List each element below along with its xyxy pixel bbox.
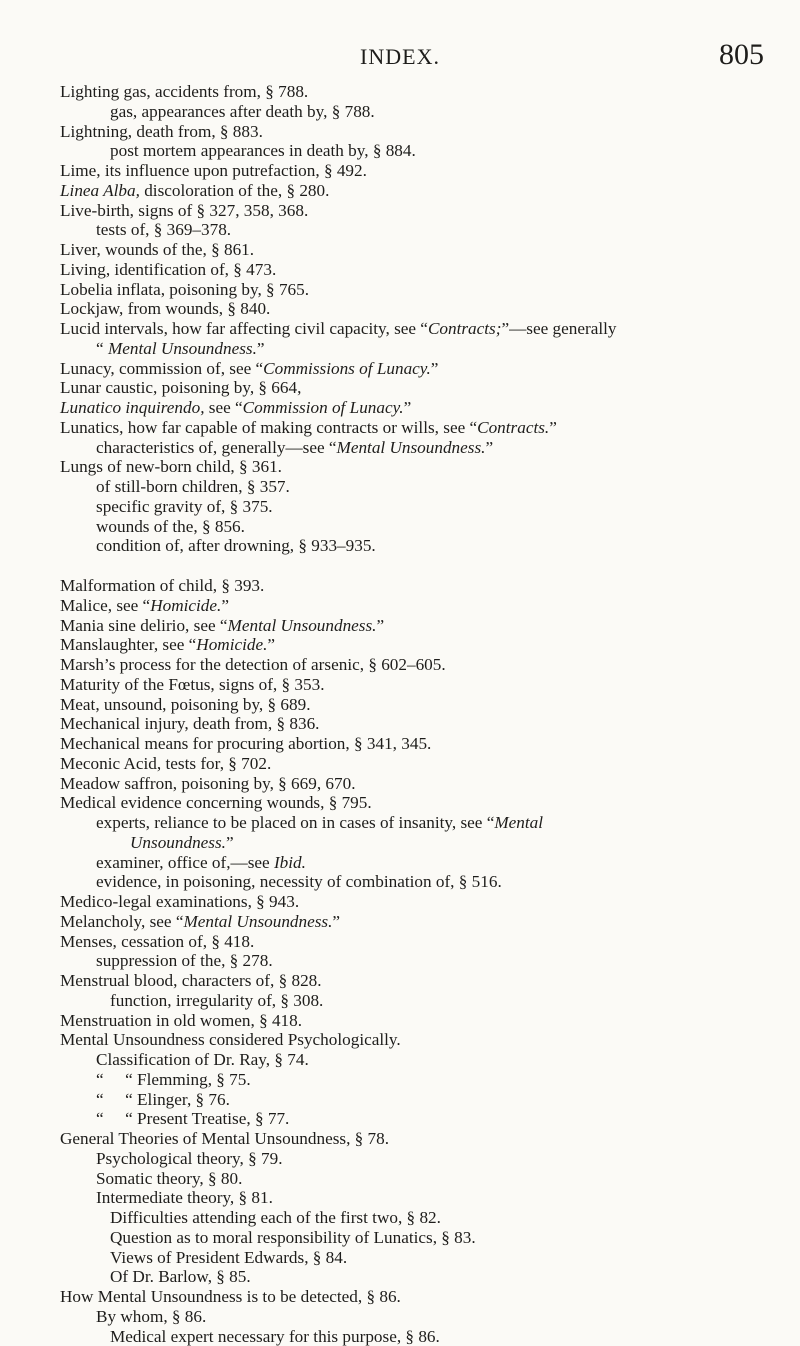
index-subentry: post mortem appearances in death by, § 884. — [60, 141, 760, 161]
index-subentry: “ “ Present Treatise, § 77. — [60, 1109, 760, 1129]
index-subentry: Views of President Edwards, § 84. — [60, 1248, 760, 1268]
index-subentry: Difficulties attending each of the first two, § 82. — [60, 1208, 760, 1228]
index-entry: Lime, its influence upon putrefaction, § 492. — [60, 161, 760, 181]
index-subentry: “ “ Elinger, § 76. — [60, 1090, 760, 1110]
index-subentry: Psychological theory, § 79. — [60, 1149, 760, 1169]
index-entry: Maturity of the Fœtus, signs of, § 353. — [60, 675, 760, 695]
index-entry: Meadow saffron, poisoning by, § 669, 670. — [60, 774, 760, 794]
index-subentry: By whom, § 86. — [60, 1307, 760, 1327]
index-subentry: Of Dr. Barlow, § 85. — [60, 1267, 760, 1287]
index-subentry: tests of, § 369–378. — [60, 220, 760, 240]
index-subentry: Intermediate theory, § 81. — [60, 1188, 760, 1208]
page-title: INDEX. — [0, 44, 800, 70]
index-subentry: function, irregularity of, § 308. — [60, 991, 760, 1011]
index-entry: Live-birth, signs of § 327, 358, 368. — [60, 201, 760, 221]
index-subentry: examiner, office of,—see Ibid. — [60, 853, 760, 873]
page-number: 805 — [719, 38, 764, 72]
index-subentry: Somatic theory, § 80. — [60, 1169, 760, 1189]
index-entry: Lightning, death from, § 883. — [60, 122, 760, 142]
index-subentry: Classification of Dr. Ray, § 74. — [60, 1050, 760, 1070]
index-entry: Lunatics, how far capable of making contracts or wills, see “Contracts.” — [60, 418, 760, 438]
index-entry: Lighting gas, accidents from, § 788. — [60, 82, 760, 102]
index-subentry: Unsoundness.” — [60, 833, 760, 853]
index-entry: Mania sine delirio, see “Mental Unsoundness.” — [60, 616, 760, 636]
index-entry: Lockjaw, from wounds, § 840. — [60, 299, 760, 319]
index-subentry: Question as to moral responsibility of Lunatics, § 83. — [60, 1228, 760, 1248]
index-entry: Marsh’s process for the detection of arsenic, § 602–605. — [60, 655, 760, 675]
index-entry: Lucid intervals, how far affecting civil capacity, see “Contracts;”—see generally — [60, 319, 760, 339]
index-entry: General Theories of Mental Unsoundness, § 78. — [60, 1129, 760, 1149]
index-entry: Menstruation in old women, § 418. — [60, 1011, 760, 1031]
index-entry: Malice, see “Homicide.” — [60, 596, 760, 616]
index-entry: Mental Unsoundness considered Psychologically. — [60, 1030, 760, 1050]
index-subentry: specific gravity of, § 375. — [60, 497, 760, 517]
index-entry: Lunacy, commission of, see “Commissions of Lunacy.” — [60, 359, 760, 379]
index-entry: Meat, unsound, poisoning by, § 689. — [60, 695, 760, 715]
index-entry: Lobelia inflata, poisoning by, § 765. — [60, 280, 760, 300]
index-entry: Living, identification of, § 473. — [60, 260, 760, 280]
index-subentry: of still-born children, § 357. — [60, 477, 760, 497]
index-subentry: condition of, after drowning, § 933–935. — [60, 536, 760, 556]
index-entries — [60, 82, 760, 1346]
index-entry: Menses, cessation of, § 418. — [60, 932, 760, 952]
index-entry: How Mental Unsoundness is to be detected, § 86. — [60, 1287, 760, 1307]
index-subentry: Medical expert necessary for this purpose, § 86. — [60, 1327, 760, 1346]
index-entry: Menstrual blood, characters of, § 828. — [60, 971, 760, 991]
index-entry: Mechanical means for procuring abortion, § 341, 345. — [60, 734, 760, 754]
index-subentry: “ “ Flemming, § 75. — [60, 1070, 760, 1090]
index-subentry: experts, reliance to be placed on in cases of insanity, see “Mental — [60, 813, 760, 833]
index-entry: Manslaughter, see “Homicide.” — [60, 635, 760, 655]
index-entry: Melancholy, see “Mental Unsoundness.” — [60, 912, 760, 932]
index-entry: Lunatico inquirendo, see “Commission of Lunacy.” — [60, 398, 760, 418]
index-subentry: wounds of the, § 856. — [60, 517, 760, 537]
index-entry: Medical evidence concerning wounds, § 795. — [60, 793, 760, 813]
index-subentry: characteristics of, generally—see “Mental Unsoundness.” — [60, 438, 760, 458]
index-entry: Malformation of child, § 393. — [60, 576, 760, 596]
section-gap — [60, 556, 760, 576]
index-subentry: evidence, in poisoning, necessity of combination of, § 516. — [60, 872, 760, 892]
index-entry: Linea Alba, discoloration of the, § 280. — [60, 181, 760, 201]
index-entry: Mechanical injury, death from, § 836. — [60, 714, 760, 734]
index-subentry: gas, appearances after death by, § 788. — [60, 102, 760, 122]
index-entry: Lungs of new-born child, § 361. — [60, 457, 760, 477]
index-entry: Meconic Acid, tests for, § 702. — [60, 754, 760, 774]
index-entry: Medico-legal examinations, § 943. — [60, 892, 760, 912]
index-subentry: suppression of the, § 278. — [60, 951, 760, 971]
index-entry: Lunar caustic, poisoning by, § 664, — [60, 378, 760, 398]
index-subentry: “ Mental Unsoundness.” — [60, 339, 760, 359]
index-entry: Liver, wounds of the, § 861. — [60, 240, 760, 260]
